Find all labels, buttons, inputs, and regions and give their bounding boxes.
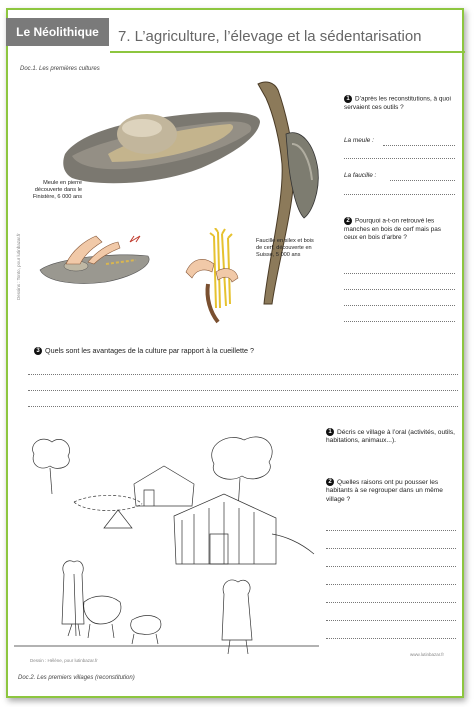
page-title: 7. L’agriculture, l’élevage et la sédentarisation bbox=[118, 28, 422, 45]
question-4 bbox=[326, 428, 458, 446]
faucille-answer-label: La faucille : bbox=[344, 172, 377, 179]
question-number-badge: 3 bbox=[34, 347, 42, 355]
question-3-text: Quels sont les avantages de la culture par rapport à la cueillette ? bbox=[45, 346, 254, 355]
q3-answer-line[interactable] bbox=[28, 374, 458, 375]
q2-answer-line[interactable] bbox=[344, 289, 455, 290]
question-5 bbox=[326, 478, 458, 504]
question-number-badge: 2 bbox=[344, 217, 352, 225]
meule-answer-line-2[interactable] bbox=[344, 158, 455, 159]
q3-answer-line[interactable] bbox=[28, 406, 458, 407]
harvesting-drawing bbox=[178, 228, 253, 326]
q2-answer-line[interactable] bbox=[344, 305, 455, 306]
q5-answer-line[interactable] bbox=[326, 620, 456, 621]
q2-answer-line[interactable] bbox=[344, 273, 455, 274]
question-1-text: D’après les reconstitutions, à quoi servaient ces outils ? bbox=[344, 95, 451, 112]
q5-answer-line[interactable] bbox=[326, 602, 456, 603]
q5-answer-line[interactable] bbox=[326, 548, 456, 549]
question-2 bbox=[344, 217, 456, 243]
doc2-credit: Dessin : Hélène, pour lutinbazar.fr bbox=[30, 658, 98, 663]
q5-answer-line[interactable] bbox=[326, 530, 456, 531]
faucille-caption: Faucille en silex et bois de cerf, découverte en Suisse, 5 000 ans bbox=[256, 238, 314, 258]
faucille-answer-line[interactable] bbox=[390, 180, 455, 181]
q2-answer-line[interactable] bbox=[344, 321, 455, 322]
site-credit: www.lutinbazar.fr bbox=[410, 652, 445, 657]
question-number-badge: 2 bbox=[326, 478, 334, 486]
question-number-badge: 1 bbox=[326, 428, 334, 436]
meule-answer-line[interactable] bbox=[383, 145, 455, 146]
q5-answer-line[interactable] bbox=[326, 566, 456, 567]
title-underline bbox=[110, 51, 465, 53]
meule-caption: Meule en pierre découverte dans le Finistère, 6 000 ans bbox=[32, 180, 82, 200]
meule-answer-label: La meule : bbox=[344, 137, 374, 144]
chapter-tag: Le Néolithique bbox=[6, 18, 109, 46]
q5-answer-line[interactable] bbox=[326, 584, 456, 585]
doc1-label: Doc.1. Les premières cultures bbox=[20, 66, 100, 72]
hand-grinding-drawing bbox=[36, 230, 156, 290]
question-5-text: Quelles raisons ont pu pousser les habitants à se regrouper dans un même village ? bbox=[326, 478, 443, 503]
faucille-answer-line-2[interactable] bbox=[344, 194, 455, 195]
question-2-text: Pourquoi a-t-on retrouvé les manches en bois de cerf mais pas ceux en bois d’arbre ? bbox=[344, 217, 441, 242]
q5-answer-line[interactable] bbox=[326, 638, 456, 639]
doc1-credit: Dessins : Tonto, pour lutinbazar.fr bbox=[16, 233, 21, 300]
question-number-badge: 1 bbox=[344, 95, 352, 103]
grinding-stone-illustration bbox=[60, 92, 265, 192]
question-1 bbox=[344, 95, 456, 112]
question-4-text: Décris ce village à l’oral (activités, outils, habitations, animaux...). bbox=[326, 428, 455, 445]
village-drawing bbox=[14, 424, 319, 659]
doc2-label: Doc.2. Les premiers villages (reconstitution) bbox=[18, 675, 135, 681]
q3-answer-line[interactable] bbox=[28, 390, 458, 391]
question-3 bbox=[34, 346, 254, 355]
